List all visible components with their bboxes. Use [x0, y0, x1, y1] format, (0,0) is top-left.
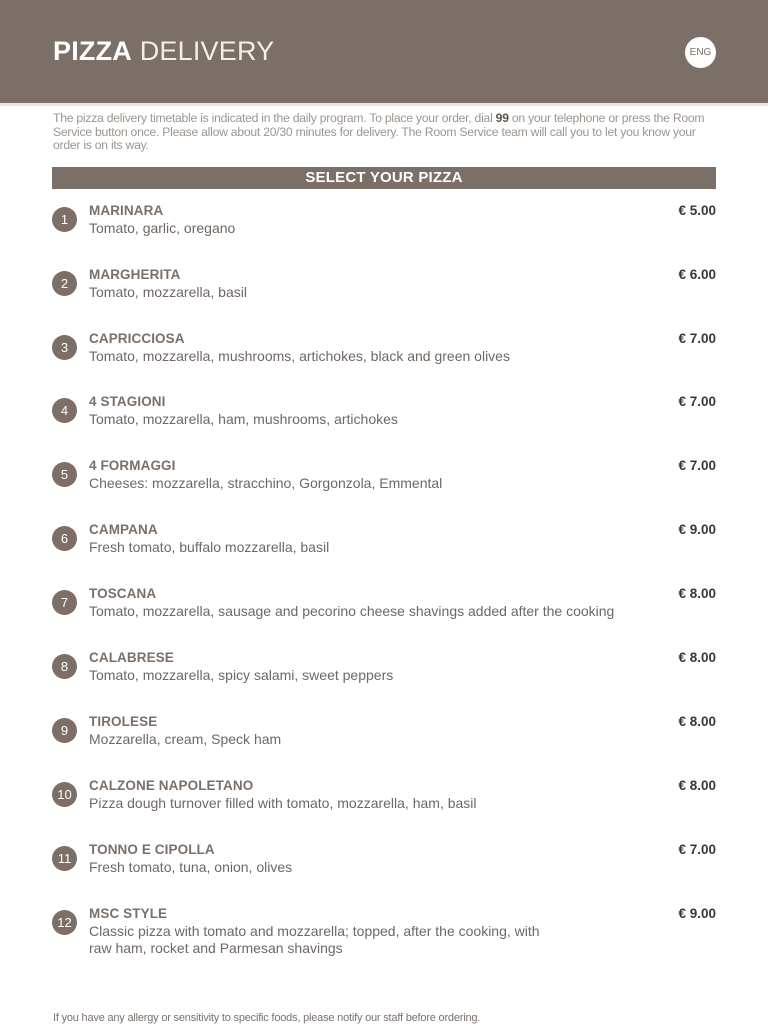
menu-item[interactable]	[52, 522, 718, 572]
item-name: TIROLESE	[89, 714, 158, 729]
item-description: Tomato, mozzarella, spicy salami, sweet peppers	[89, 667, 394, 683]
item-description: Classic pizza with tomato and mozzarella; topped, after the cooking, with raw ham, rocket and Parmesan shavings	[89, 923, 540, 956]
menu-item[interactable]	[52, 906, 718, 966]
header-bar	[0, 0, 768, 103]
item-name: MARINARA	[89, 203, 164, 218]
item-description: Mozzarella, cream, Speck ham	[89, 731, 282, 747]
item-number-badge: 12	[52, 910, 77, 935]
page-title	[53, 36, 274, 67]
item-name: MARGHERITA	[89, 267, 181, 282]
item-name: CAMPANA	[89, 522, 158, 537]
page-title-bold: PIZZA	[53, 36, 132, 66]
item-number-badge: 7	[52, 590, 77, 615]
item-price: € 8.00	[678, 650, 716, 665]
item-price: € 8.00	[678, 714, 716, 729]
item-name: TONNO E CIPOLLA	[89, 842, 215, 857]
item-description: Tomato, mozzarella, ham, mushrooms, artichokes	[89, 411, 398, 427]
language-button[interactable]: ENG	[685, 37, 716, 68]
menu-item[interactable]	[52, 267, 718, 317]
item-description: Tomato, mozzarella, sausage and pecorino cheese shavings added after the cooking	[89, 603, 615, 619]
menu-item[interactable]	[52, 842, 718, 892]
item-name: 4 STAGIONI	[89, 394, 166, 409]
item-description: Fresh tomato, tuna, onion, olives	[89, 859, 293, 875]
item-name: CAPRICCIOSA	[89, 331, 185, 346]
item-description: Tomato, mozzarella, basil	[89, 284, 247, 300]
item-number-badge: 9	[52, 718, 77, 743]
intro-text-after: on your telephone or press the Room Service button once. Please allow about 20/30 minutes for delivery. The Room Service team will call you to let you know your order is on its way.	[53, 111, 705, 153]
item-description: Pizza dough turnover filled with tomato, mozzarella, ham, basil	[89, 795, 477, 811]
item-description: Tomato, mozzarella, mushrooms, artichokes, black and green olives	[89, 348, 510, 364]
item-price: € 9.00	[678, 906, 716, 921]
allergy-note: If you have any allergy or sensitivity to specific foods, please notify our staff before ordering.	[53, 1012, 481, 1024]
item-price: € 9.00	[678, 522, 716, 537]
item-number-badge: 5	[52, 462, 77, 487]
item-name: CALABRESE	[89, 650, 174, 665]
item-number-badge: 1	[52, 207, 77, 232]
item-price: € 5.00	[678, 203, 716, 218]
item-price: € 6.00	[678, 267, 716, 282]
item-number-badge: 8	[52, 654, 77, 679]
item-description: Fresh tomato, buffalo mozzarella, basil	[89, 539, 330, 555]
item-price: € 7.00	[678, 458, 716, 473]
item-number-badge: 11	[52, 846, 77, 871]
phone-number: 99	[495, 111, 509, 125]
menu-item[interactable]	[52, 714, 718, 764]
item-description: Tomato, garlic, oregano	[89, 220, 236, 236]
menu-item[interactable]	[52, 650, 718, 700]
item-description: Cheeses: mozzarella, stracchino, Gorgonzola, Emmental	[89, 475, 443, 491]
item-number-badge: 10	[52, 782, 77, 807]
item-name: MSC STYLE	[89, 906, 168, 921]
intro-text	[53, 112, 718, 153]
item-price: € 8.00	[678, 586, 716, 601]
menu-item[interactable]	[52, 203, 718, 253]
item-price: € 7.00	[678, 394, 716, 409]
item-number-badge: 2	[52, 271, 77, 296]
item-number-badge: 3	[52, 335, 77, 360]
section-title-bar: SELECT YOUR PIZZA	[52, 167, 716, 189]
menu-item[interactable]	[52, 586, 718, 636]
item-name: 4 FORMAGGI	[89, 458, 176, 473]
item-name: TOSCANA	[89, 586, 157, 601]
item-price: € 7.00	[678, 842, 716, 857]
menu-item[interactable]	[52, 778, 718, 828]
item-price: € 8.00	[678, 778, 716, 793]
intro-text-before: The pizza delivery timetable is indicated in the daily program. To place your order, dial	[53, 111, 496, 125]
item-name: CALZONE NAPOLETANO	[89, 778, 254, 793]
item-price: € 7.00	[678, 331, 716, 346]
item-number-badge: 6	[52, 526, 77, 551]
item-number-badge: 4	[52, 398, 77, 423]
header-divider	[0, 103, 768, 106]
page-title-light: DELIVERY	[139, 36, 275, 66]
menu-item[interactable]	[52, 458, 718, 508]
menu-item[interactable]	[52, 331, 718, 381]
menu-item[interactable]	[52, 394, 718, 444]
